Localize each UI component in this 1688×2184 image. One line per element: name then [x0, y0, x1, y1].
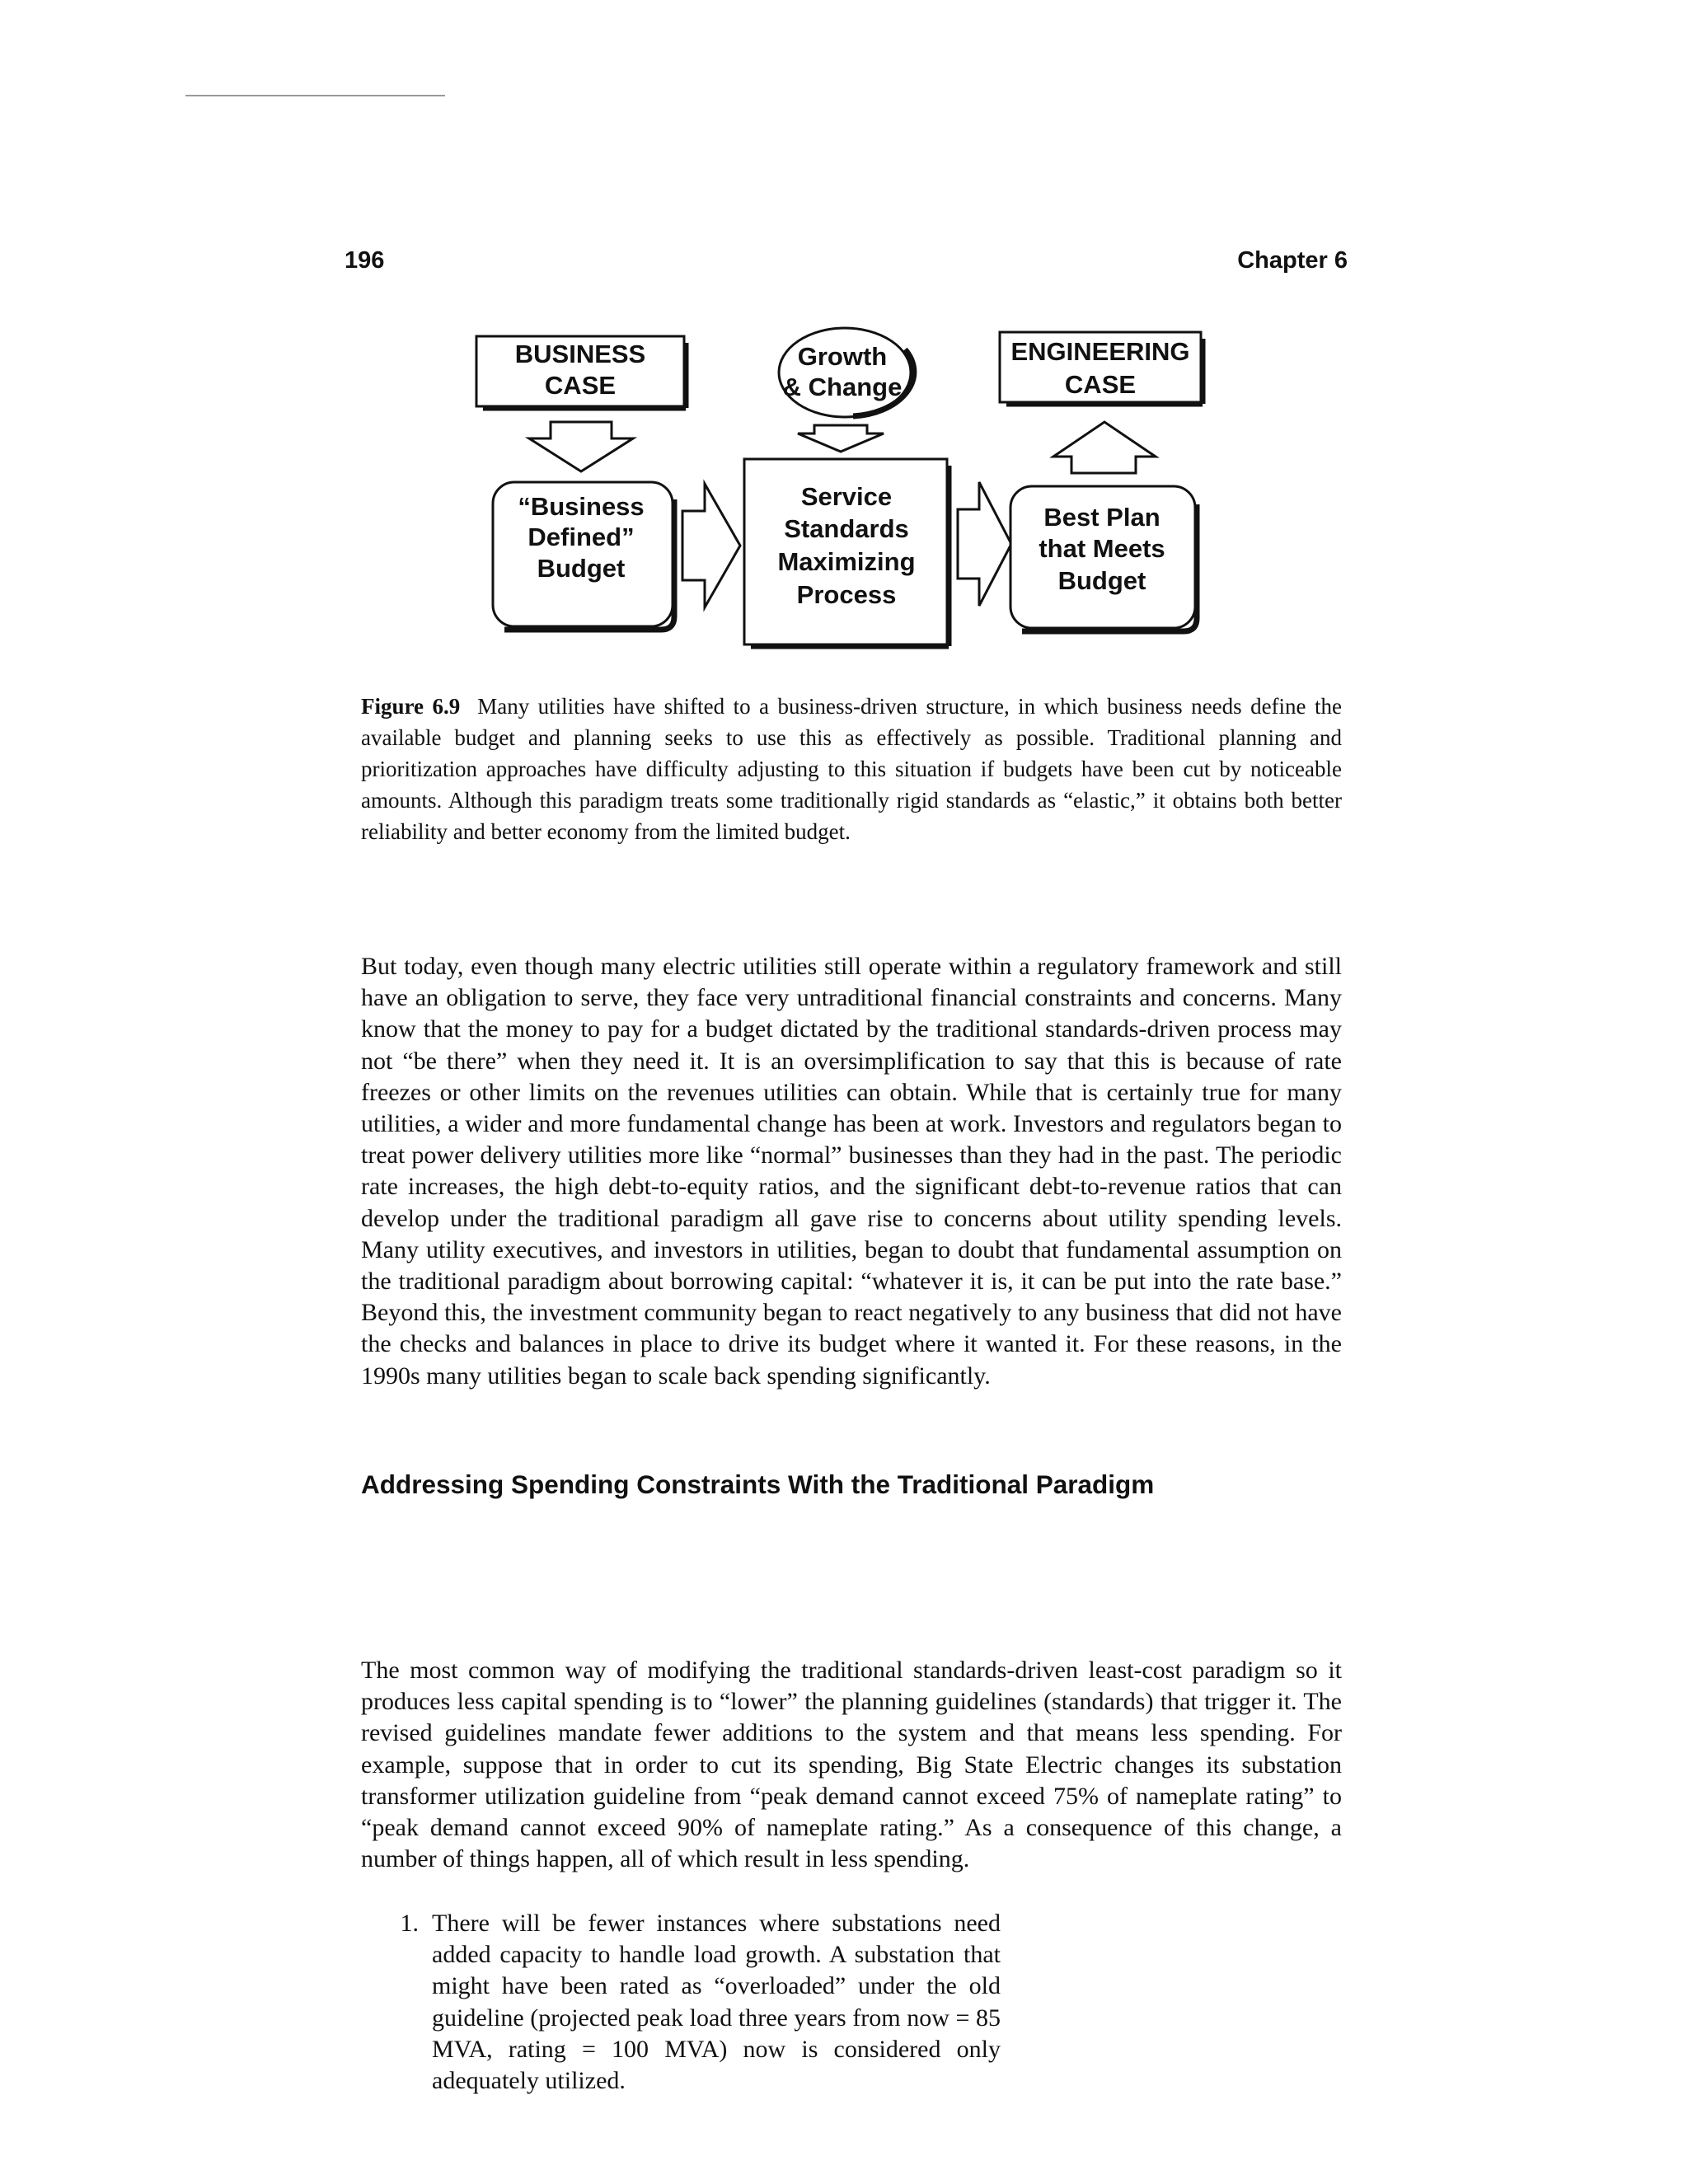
business-budget-box	[493, 482, 674, 630]
figure-diagram	[0, 0, 1688, 676]
down-arrow-icon-2	[798, 425, 884, 452]
growth-line2: & Change	[782, 373, 903, 401]
budget-line2: Defined”	[528, 523, 635, 551]
plan-line2: that Meets	[1039, 534, 1165, 563]
chapter-title: Chapter 6	[1237, 247, 1348, 274]
process-line2: Standards	[784, 514, 909, 543]
list-item-number: 1.	[400, 1910, 419, 1937]
budget-line3: Budget	[537, 554, 626, 583]
figure-caption	[361, 691, 1342, 847]
plan-line1: Best Plan	[1043, 503, 1160, 532]
engineering-case-box	[1000, 332, 1203, 404]
section-heading: Addressing Spending Constraints With the Traditional Paradigm	[361, 1469, 1155, 1499]
list-item	[361, 1908, 1342, 2097]
down-arrow-icon	[529, 422, 633, 471]
paragraph-2: The most common way of modifying the traditional standards-driven least-cost paradigm so it produces less capital spending is to “lower” the planning guidelines (standards) that trigger it. The revised guidelines mandate fewer additions to the system and that means less spending. For example, suppose that in order to cut its spending, Big State Electric changes its substation transformer utilization guideline from “peak demand cannot exceed 75% of nameplate rating” to “peak demand cannot exceed 90% of nameplate rating.” As a consequence of this change, a number of things happen, all of which result in less spending.	[361, 1657, 1342, 1873]
page-number: 196	[345, 247, 385, 274]
business-case-line2: CASE	[544, 371, 617, 400]
paragraph-1: But today, even though many electric utilities still operate within a regulatory framework and still have an obligation to serve, they face very untraditional financial constraints and concerns. Many know that the money to pay for a budget dictated by the traditional standards-driven process may not “be there” when they need it. It is an oversimplification to say that this is because of rate freezes or other limits on the revenues utilities can obtain. While that is certainly true for many utilities, a wider and more fundamental change has been at work. Investors and regulators began to treat power delivery utilities more like “normal” businesses than they had in the past. The periodic rate increases, the high debt-to-equity ratios, and the significant debt-to-revenue ratios that can develop under the traditional paradigm all gave rise to concerns about utility spending levels. Many utility executives, and investors in utilities, began to doubt that fundamental assumption on the traditional paradigm about borrowing capital: “whatever it is, it can be put into the rate base.” Beyond this, the investment community began to react negatively to any business that did not have the checks and balances in place to drive its budget where it wanted it. For these reasons, in the 1990s many utilities began to scale back spending significantly.	[361, 953, 1342, 1390]
plan-line3: Budget	[1057, 566, 1146, 595]
engineering-line2: CASE	[1064, 370, 1137, 399]
caption-text: Many utilities have shifted to a business-driven structure, in which business needs define the available budget and planning seeks to use this as effectively as possible. Traditional planning and prioritization approaches have difficulty adjusting to this situation if budgets have been cut by noticeable amounts. Although this paradigm treats some traditionally rigid standards as “elastic,” it obtains both better reliability and better economy from the limited budget.	[361, 694, 1343, 844]
up-arrow-icon	[1053, 422, 1156, 473]
growth-change-circle	[779, 328, 914, 417]
caption-label: Figure 6.9	[361, 694, 461, 719]
right-arrow-icon-2	[958, 482, 1011, 606]
numbered-list	[361, 1908, 1342, 2097]
growth-line1: Growth	[797, 342, 888, 371]
engineering-line1: ENGINEERING	[1010, 337, 1190, 366]
business-case-line1: BUSINESS	[514, 340, 646, 368]
process-box	[744, 459, 949, 646]
right-arrow-icon	[682, 484, 740, 607]
process-line3: Maximizing	[777, 547, 916, 576]
business-case-box	[476, 336, 686, 408]
budget-line1: “Business	[518, 492, 645, 521]
process-line1: Service	[800, 482, 893, 511]
best-plan-box	[1010, 486, 1197, 631]
list-item-text: There will be fewer instances where substations need added capacity to handle load growth. A substation that might have been rated as “overloaded” under the old guideline (projected peak load three years from now = 85 MVA, rating = 100 MVA) now is considered only adequately utilized.	[432, 1910, 1001, 2095]
process-line4: Process	[796, 580, 897, 609]
